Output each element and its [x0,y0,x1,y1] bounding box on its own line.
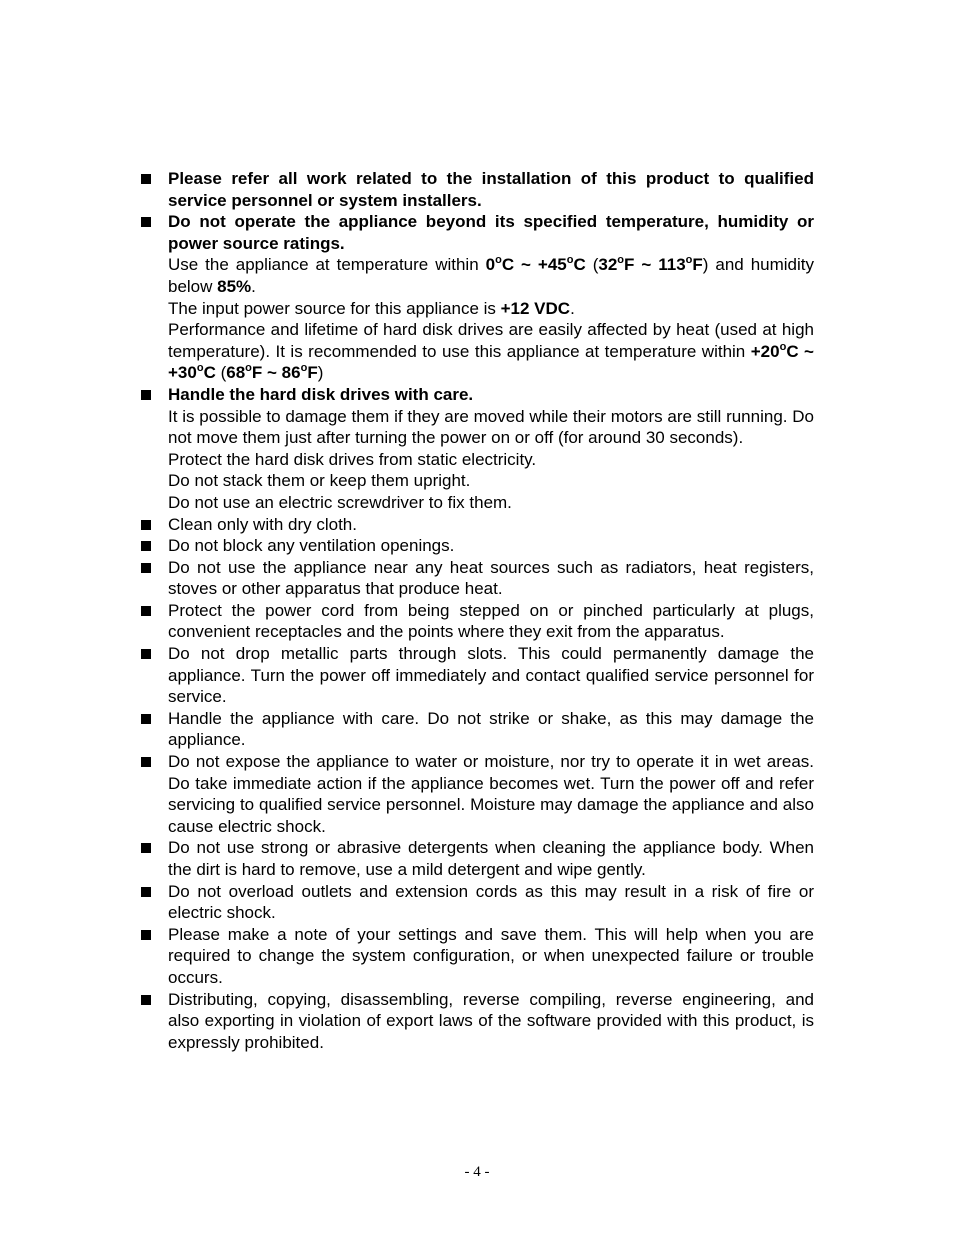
list-item [138,751,814,837]
list-item [138,211,814,384]
square-bullet-icon [141,887,151,897]
item-text: Do not expose the appliance to water or moisture, nor try to operate it in wet areas. Do take immediate action if the appliance becomes wet. Turn the power off and refer servicing to qualified service personnel. Moisture may damage the appliance and also cause electric shock. [168,752,814,836]
square-bullet-icon [141,757,151,767]
square-bullet-icon [141,174,151,184]
list-item [138,924,814,989]
square-bullet-icon [141,390,151,400]
item-heading: Please refer all work related to the installation of this product to qualified service personnel or system installers. [168,169,814,210]
list-item [138,557,814,600]
item-text: Do not use strong or abrasive detergents when cleaning the appliance body. When the dirt is hard to remove, use a mild detergent and wipe gently. [168,838,814,879]
list-item [138,168,814,211]
item-text: Do not drop metallic parts through slots. This could permanently damage the appliance. Turn the power off immediately and contact qualified service personnel for service. [168,644,814,707]
list-item [138,708,814,751]
square-bullet-icon [141,649,151,659]
item-text: Do not use an electric screwdriver to fix them. [168,492,512,512]
list-item [138,535,814,557]
item-text: Do not block any ventilation openings. [168,536,455,556]
page-number: - 4 - [464,1164,490,1180]
item-text: Do not overload outlets and extension cords as this may result in a risk of fire or electric shock. [168,881,814,923]
item-text: Protect the hard disk drives from static electricity. [168,449,537,469]
item-text: Protect the power cord from being stepped on or pinched particularly at plugs, convenient receptacles and the points where they exit from the apparatus. [168,600,814,642]
square-bullet-icon [141,520,151,530]
list-item [138,643,814,708]
list-item [138,384,814,514]
list-item [138,989,814,1054]
power-spec: The input power source for this appliance is +12 VDC. [168,298,575,318]
list-item [138,881,814,924]
hdd-temperature-note: Performance and lifetime of hard disk drives are easily affected by heat (used at high temperature). It is recommended to use this appliance at temperature within $+20^oC$ ~ $+30^oC$ (68$^o$F ~ 86$^o$F) [168,320,814,383]
item-text: Clean only with dry cloth. [168,514,357,534]
square-bullet-icon [141,563,151,573]
square-bullet-icon [141,714,151,724]
item-text: Please make a note of your settings and save them. This will help when you are required to change the system configuration, or when unexpected failure or trouble occurs. [168,924,814,987]
list-item [138,514,814,536]
square-bullet-icon [141,541,151,551]
square-bullet-icon [141,995,151,1005]
square-bullet-icon [141,606,151,616]
item-heading: Do not operate the appliance beyond its specified temperature, humidity or power source ratings. [168,212,814,253]
square-bullet-icon [141,217,151,227]
square-bullet-icon [141,930,151,940]
item-text: Distributing, copying, disassembling, reverse compiling, reverse engineering, and also exporting in violation of export laws of the software provided with this product, is expressly prohibited. [168,989,814,1052]
item-text: Do not stack them or keep them upright. [168,471,471,491]
item-text: Handle the appliance with care. Do not strike or shake, as this may damage the appliance. [168,708,814,750]
list-item [138,600,814,643]
list-item [138,837,814,880]
temperature-spec: Use the appliance at temperature within 0$^o$C ~ $+45^oC$ (32$^o$F ~ 113$^o$F) and humidity below 85%. [168,254,814,296]
item-heading: Handle the hard disk drives with care. [168,384,474,404]
safety-precautions-list [138,168,814,1053]
square-bullet-icon [141,843,151,853]
item-text: It is possible to damage them if they are moved while their motors are still running. Do not move them just after turning the power on or off (for around 30 seconds). [168,406,814,448]
item-text: Do not use the appliance near any heat sources such as radiators, heat registers, stoves or other apparatus that produce heat. [168,557,814,599]
